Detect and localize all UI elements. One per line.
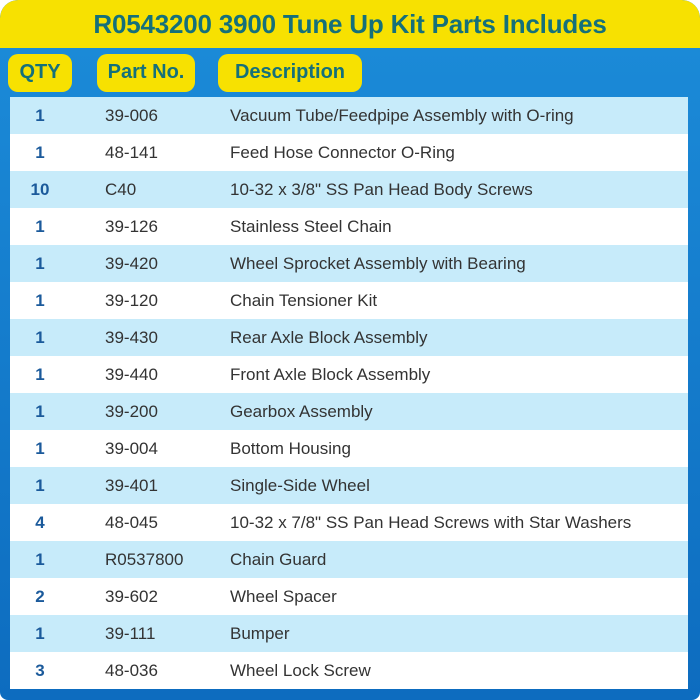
- description-cell: Vacuum Tube/Feedpipe Assembly with O-ring: [230, 105, 574, 125]
- table-row: [10, 356, 688, 393]
- qty-cell: 1: [35, 105, 45, 125]
- qty-cell: 1: [35, 142, 45, 162]
- column-header-description: Description: [218, 54, 362, 92]
- qty-cell: 1: [35, 216, 45, 236]
- column-header-qty: QTY: [8, 54, 72, 92]
- part-no-cell: 39-430: [105, 327, 158, 347]
- qty-cell: 1: [35, 364, 45, 384]
- column-header-part-no: Part No.: [97, 54, 195, 92]
- description-cell: Single-Side Wheel: [230, 475, 370, 495]
- qty-cell: 1: [35, 253, 45, 273]
- column-header-row: [0, 48, 700, 97]
- description-cell: Bumper: [230, 623, 290, 643]
- part-no-cell: C40: [105, 179, 137, 199]
- part-no-cell: 48-141: [105, 142, 158, 162]
- description-cell: Rear Axle Block Assembly: [230, 327, 428, 347]
- table-row: [10, 134, 688, 171]
- table-row: [10, 467, 688, 504]
- part-no-cell: 39-602: [105, 586, 158, 606]
- table-row: [10, 282, 688, 319]
- part-no-cell: 39-440: [105, 364, 158, 384]
- part-no-cell: 39-004: [105, 438, 158, 458]
- table-row: [10, 319, 688, 356]
- part-no-cell: 39-006: [105, 105, 158, 125]
- description-cell: Front Axle Block Assembly: [230, 364, 431, 384]
- part-no-cell: 39-401: [105, 475, 158, 495]
- qty-cell: 4: [35, 512, 45, 532]
- part-no-cell: 39-126: [105, 216, 158, 236]
- part-no-cell: R0537800: [105, 549, 184, 569]
- description-cell: Wheel Spacer: [230, 586, 337, 606]
- part-no-cell: 48-036: [105, 660, 158, 680]
- qty-cell: 1: [35, 623, 45, 643]
- part-no-cell: 39-120: [105, 290, 158, 310]
- description-cell: Wheel Sprocket Assembly with Bearing: [230, 253, 526, 273]
- qty-cell: 1: [35, 290, 45, 310]
- description-cell: Gearbox Assembly: [230, 401, 373, 421]
- description-cell: Chain Guard: [230, 549, 327, 569]
- table-row: [10, 171, 688, 208]
- qty-cell: 10: [30, 179, 50, 199]
- description-cell: Wheel Lock Screw: [230, 660, 371, 680]
- description-cell: Bottom Housing: [230, 438, 351, 458]
- table-row: [10, 541, 688, 578]
- table-row: [10, 245, 688, 282]
- part-no-cell: 39-420: [105, 253, 158, 273]
- page-title: R0543200 3900 Tune Up Kit Parts Includes: [93, 8, 607, 39]
- table-row: [10, 97, 688, 134]
- description-cell: 10-32 x 3/8" SS Pan Head Body Screws: [230, 179, 533, 199]
- part-no-cell: 39-111: [105, 623, 156, 643]
- part-no-cell: 48-045: [105, 512, 158, 532]
- title-bar: [0, 0, 700, 48]
- qty-cell: 1: [35, 549, 45, 569]
- description-cell: 10-32 x 7/8" SS Pan Head Screws with Star Washers: [230, 512, 632, 532]
- part-no-cell: 39-200: [105, 401, 158, 421]
- table-row: [10, 652, 688, 689]
- qty-cell: 1: [35, 438, 45, 458]
- table-row: [10, 578, 688, 615]
- table-row: [10, 393, 688, 430]
- qty-cell: 1: [35, 475, 45, 495]
- description-cell: Chain Tensioner Kit: [230, 290, 378, 310]
- description-cell: Stainless Steel Chain: [230, 216, 392, 236]
- parts-table: [10, 97, 688, 689]
- qty-cell: 2: [35, 586, 45, 606]
- table-row: [10, 615, 688, 652]
- qty-cell: 1: [35, 327, 45, 347]
- table-row: [10, 208, 688, 245]
- description-cell: Feed Hose Connector O-Ring: [230, 142, 455, 162]
- qty-cell: 3: [35, 660, 45, 680]
- table-row: [10, 504, 688, 541]
- qty-cell: 1: [35, 401, 45, 421]
- table-row: [10, 430, 688, 467]
